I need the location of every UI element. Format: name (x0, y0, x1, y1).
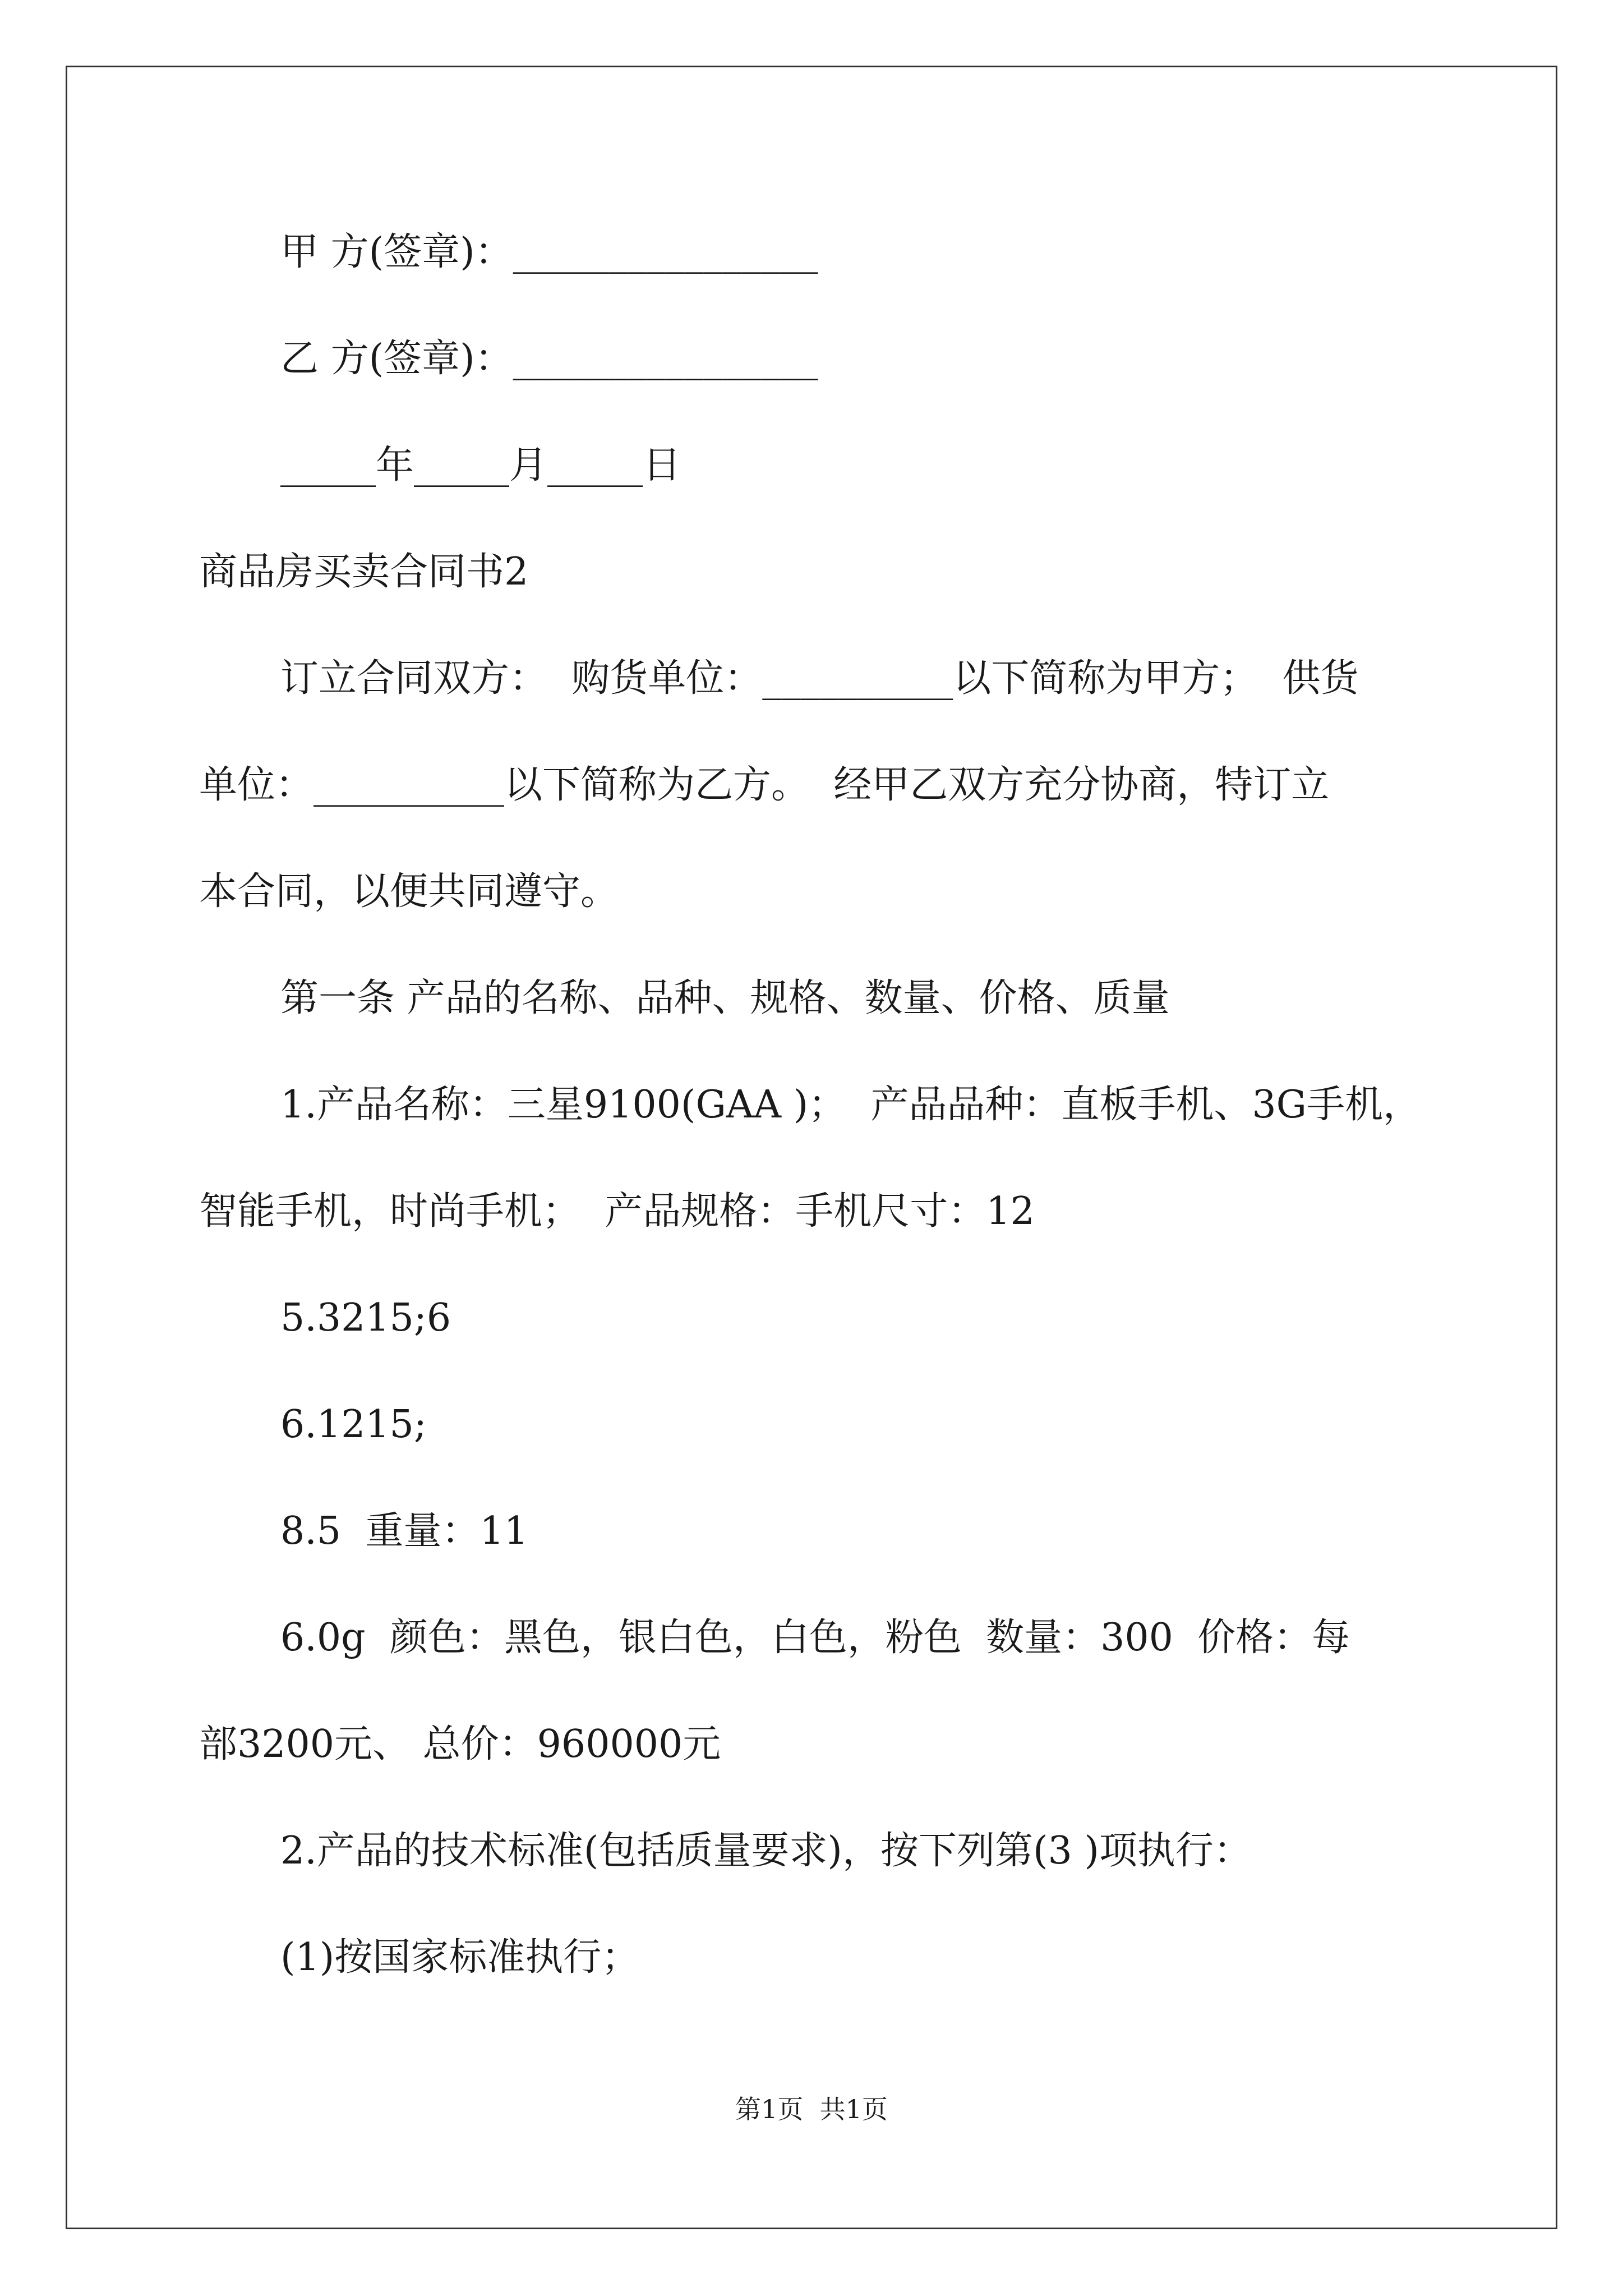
paragraph-line: 订立合同双方： 购货单位：__________以下简称为甲方； 供货 (280, 656, 1359, 701)
article-heading: 第一条 产品的名称、品种、规格、数量、价格、质量 (280, 976, 1170, 1020)
paragraph-line: 2.产品的技术标准(包括质量要求)，按下列第(3 )项执行： (280, 1829, 1252, 1873)
page-footer: 第1页 共1页 (735, 2094, 888, 2124)
paragraph-line: (1)按国家标准执行； (280, 1935, 640, 1980)
paragraph-line: 单位：__________以下简称为乙方。 经甲乙双方充分协商，特订立 (199, 763, 1330, 807)
date-line: _____年_____月_____日 (280, 443, 681, 487)
paragraph-line: 5.3215;6 (280, 1296, 451, 1340)
paragraph-line: 6.0g 颜色：黑色，银白色，白色，粉色 数量：300 价格：每 (280, 1616, 1350, 1660)
paragraph-line: 智能手机，时尚手机； 产品规格：手机尺寸：12 (199, 1189, 1035, 1234)
paragraph-line: 部3200元、 总价：960000元 (199, 1722, 721, 1766)
paragraph-line: 本合同，以便共同遵守。 (199, 869, 619, 914)
paragraph-line: 1.产品名称：三星9100(GAA )； 产品品种：直板手机、3G手机， (280, 1083, 1421, 1127)
paragraph-line: 8.5 重量：11 (280, 1509, 528, 1553)
party-b-signature-line: 乙 方(签章)：________________ (280, 337, 818, 381)
paragraph-line: 6.1215; (280, 1402, 427, 1447)
party-a-signature-line: 甲 方(签章)：________________ (280, 230, 818, 274)
page-border (66, 66, 1557, 2229)
section-title: 商品房买卖合同书2 (199, 550, 529, 594)
